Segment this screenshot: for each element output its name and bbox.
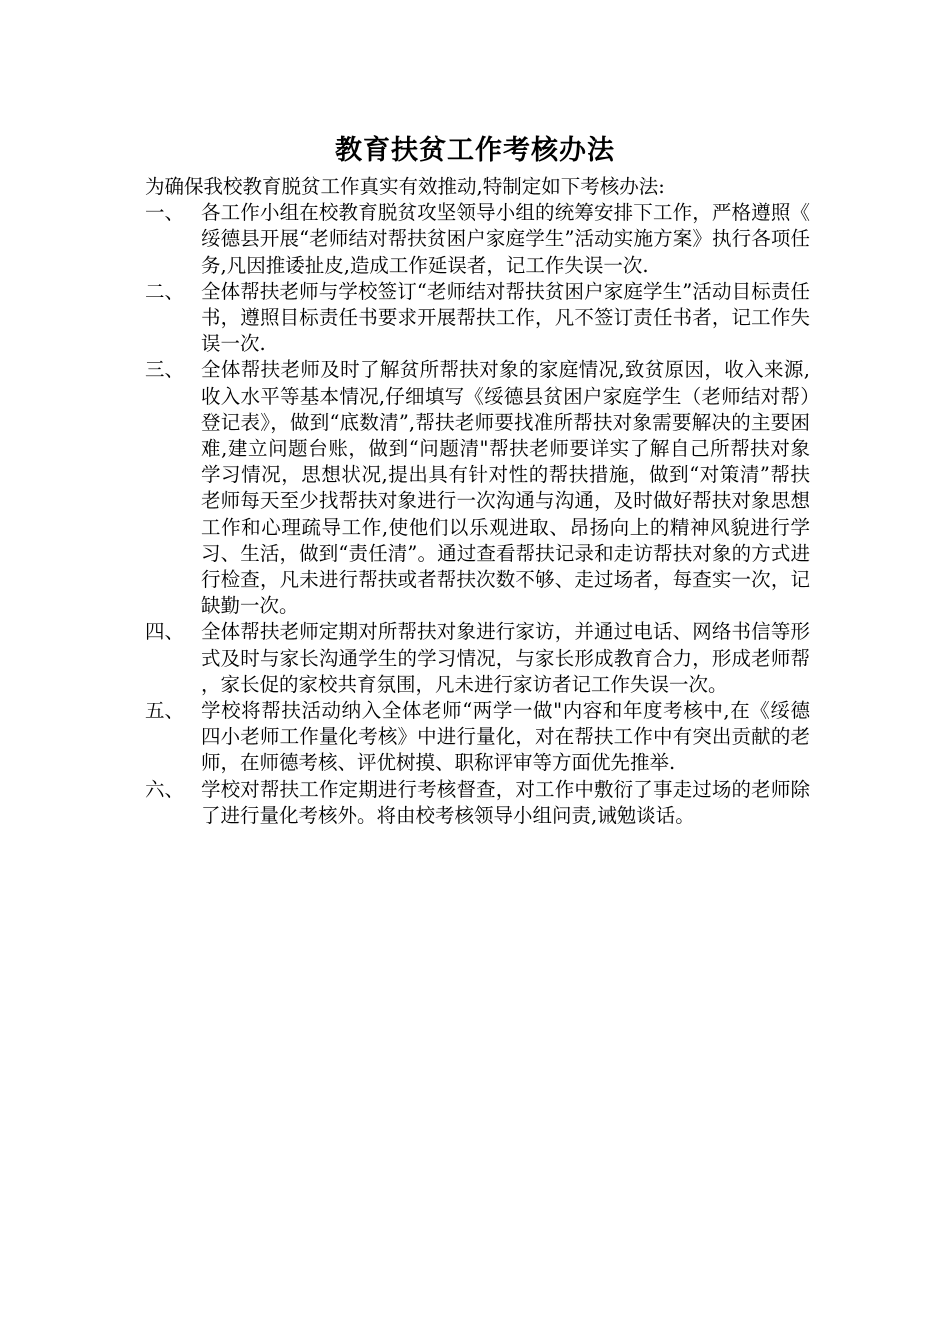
list-item-number: 一、: [145, 201, 185, 225]
list-item-text: 全体帮扶老师与学校签订“老师结对帮扶贫困户家庭学生”活动目标责任书，遵照目标责任书要求开展帮扶工作，凡不签订责任书者，记工作失误一次.: [201, 279, 810, 356]
list-item-text: 各工作小组在校教育脱贫攻坚领导小组的统筹安排下工作，严格遵照《绥德县开展“老师结对帮扶贫困户家庭学生”活动实施方案》执行各项任务,凡因推诿扯皮,造成工作延误者，记工作失误一次.: [201, 201, 810, 277]
list-item-text: 全体帮扶老师及时了解贫所帮扶对象的家庭情况,致贫原因，收入来源,收入水平等基本情况,仔细填写《绥德县贫困户家庭学生（老师结对帮）登记表》，做到“底数清”,帮扶老师要找准所帮扶对象需要解决的主要困难,建立问题台账，做到“问题清"帮扶老师要详实了解自己所帮扶对象学习情况，思想状况,提出具有针对性的帮扶措施，做到“对策清”帮扶老师每天至少找帮扶对象进行一次沟通与沟通，及时做好帮扶对象思想工作和心理疏导工作,使他们以乐观进取、昂扬向上的精神风貌进行学习、生活，做到“责任清”。通过查看帮扶记录和走访帮扶对象的方式进行检查，凡未进行帮扶或者帮扶次数不够、走过场者，每查实一次，记缺勤一次。: [201, 358, 810, 618]
list-item-number: 四、: [145, 620, 185, 644]
intro-paragraph: 为确保我校教育脱贫工作真实有效推动,特制定如下考核办法:: [145, 175, 665, 198]
list-item-1: [145, 200, 810, 279]
list-item-number: 五、: [145, 699, 185, 723]
list-item-text: 学校将帮扶活动纳入全体老师“两学一做"内容和年度考核中,在《绥德四小老师工作量化考核》中进行量化，对在帮扶工作中有突出贡献的老师，在师德考核、评优树摸、职称评审等方面优先推举.: [201, 699, 810, 775]
list-item-text: 学校对帮扶工作定期进行考核督查，对工作中敷衍了事走过场的老师除了进行量化考核外。将由校考核领导小组问责,诫勉谈话。: [201, 777, 810, 827]
list-item-5: [145, 698, 810, 777]
document-title: 教育扶贫工作考核办法: [335, 135, 615, 166]
list-item-6: [145, 777, 810, 829]
list-item-number: 六、: [145, 777, 185, 801]
list-item-number: 三、: [145, 358, 185, 382]
document-body: [145, 174, 810, 829]
list-item-number: 二、: [145, 279, 185, 303]
list-item-text: 全体帮扶老师定期对所帮扶对象进行家访，并通过电话、网络书信等形式及时与家长沟通学生的学习情况，与家长形成教育合力，形成老师帮，家长促的家校共育氛围，凡未进行家访者记工作失误一次。: [201, 620, 810, 696]
list-item-2: [145, 279, 810, 358]
list-item-4: [145, 619, 810, 698]
list-item-3: [145, 357, 810, 619]
